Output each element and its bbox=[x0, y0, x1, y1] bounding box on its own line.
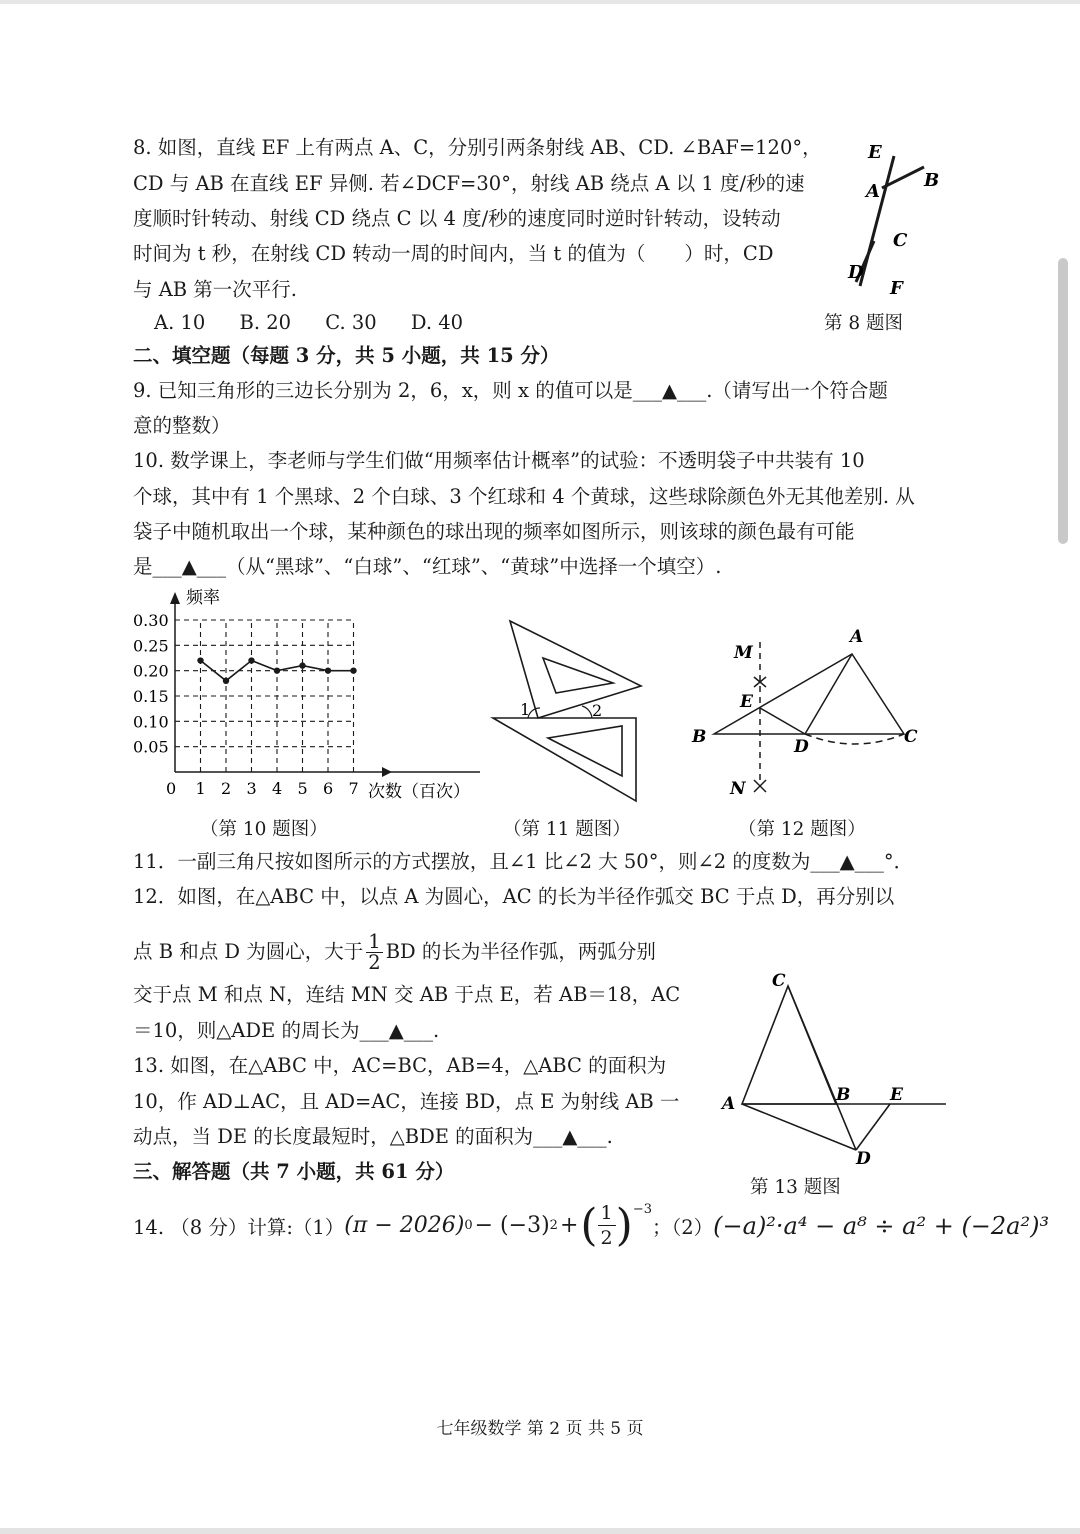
q12-line-3: 交于点 M 和点 N，连结 MN 交 AB 于点 E，若 AB＝18，AC bbox=[133, 983, 681, 1006]
chart-point bbox=[350, 667, 356, 673]
section-2-heading: 二、填空题（每题 3 分，共 5 小题，共 15 分） bbox=[133, 344, 560, 367]
q8-line-1: 8. 如图，直线 EF 上有两点 A、C，分别引两条射线 AB、CD. ∠BAF=120°， bbox=[133, 136, 822, 159]
chart-point bbox=[325, 667, 331, 673]
svg-text:N: N bbox=[730, 779, 746, 799]
section-3-heading: 三、解答题（共 7 小题，共 61 分） bbox=[133, 1160, 455, 1183]
q14-fraction: 1 2 bbox=[598, 1201, 616, 1250]
chart-x-tick-label: 5 bbox=[297, 779, 308, 798]
chart-point bbox=[223, 678, 229, 684]
figure-12 bbox=[690, 622, 930, 802]
q8-option-b[interactable]: B. 20 bbox=[239, 311, 292, 334]
q9-line-1: 9. 已知三角形的三边长分别为 2，6，x，则 x 的值可以是___▲___.（请写出一个符合题 bbox=[133, 379, 888, 402]
chart-x-tick-label: 1 bbox=[195, 779, 206, 798]
q13-line-1: 13. 如图，在△ABC 中，AC=BC，AB=4，△ABC 的面积为 bbox=[133, 1054, 667, 1077]
chart-point bbox=[299, 662, 305, 668]
figure-10-chart bbox=[120, 584, 480, 804]
q14-term1: (π − 2026) bbox=[344, 1213, 465, 1238]
q8-option-a[interactable]: A. 10 bbox=[154, 311, 206, 334]
q14-prefix: 14. （8 分）计算:（1） bbox=[133, 1215, 345, 1239]
chart-x-tick-label: 7 bbox=[348, 779, 359, 798]
fig11-triangle-bottom bbox=[493, 718, 636, 801]
figure-8 bbox=[836, 136, 946, 306]
fig10-caption: （第 10 题图） bbox=[200, 819, 328, 840]
svg-text:C: C bbox=[772, 971, 786, 991]
fig8-label-f: F bbox=[890, 278, 903, 299]
q10-line-2: 个球，其中有 1 个黑球、2 个白球、3 个红球和 4 个黄球，这些球除颜色外无其他差别. 从 bbox=[133, 485, 915, 508]
chart-point bbox=[274, 667, 280, 673]
chart-y-tick-label: 0.10 bbox=[133, 712, 169, 732]
figure-13 bbox=[718, 968, 950, 1168]
q14-sep: ；（2） bbox=[651, 1215, 714, 1239]
scrollbar-thumb[interactable] bbox=[1058, 258, 1068, 544]
fig8-label-d: D bbox=[848, 262, 864, 283]
fig8-label-c: C bbox=[893, 230, 908, 251]
q9-line-2: 意的整数） bbox=[133, 414, 231, 437]
svg-text:B: B bbox=[836, 1085, 851, 1105]
q14-expr2: (−a)²·a⁴ − a⁸ ÷ a² + (−2a²)³ bbox=[713, 1211, 1050, 1240]
svg-text:B: B bbox=[692, 727, 707, 747]
q10-line-3: 袋子中随机取出一个球，某种颜色的球出现的频率如图所示，则该球的颜色最有可能 bbox=[133, 520, 855, 543]
q12-line-1: 12．如图，在△ABC 中，以点 A 为圆心，AC 的长为半径作弧交 BC 于点 D，再分别以 bbox=[133, 885, 895, 908]
chart-origin-label: 0 bbox=[166, 779, 177, 798]
q10-line-4: 是___▲___（从“黑球”、“白球”、“红球”、“黄球”中选择一个填空）. bbox=[133, 555, 722, 578]
q12-line-4: ＝10，则△ADE 的周长为___▲___. bbox=[133, 1019, 440, 1042]
chart-y-tick-label: 0.25 bbox=[133, 636, 169, 656]
q8-line-4: 时间为 t 秒，在射线 CD 转动一周的时间内，当 t 的值为（ ）时，CD bbox=[133, 242, 774, 265]
q13-line-2: 10，作 AD⊥AC，且 AD=AC，连接 BD，点 E 为射线 AB 一 bbox=[133, 1090, 680, 1113]
q12-fraction: $\frac{1}{2}$ bbox=[368, 930, 381, 974]
chart-x-arrow bbox=[382, 767, 392, 777]
q8-line-5: 与 AB 第一次平行. bbox=[133, 278, 298, 301]
q13-line-3: 动点，当 DE 的长度最短时，△BDE 的面积为___▲___. bbox=[133, 1125, 613, 1148]
chart-y-label: 频率 bbox=[186, 588, 220, 608]
chart-point bbox=[248, 657, 254, 663]
q11-text: 11．一副三角尺按如图所示的方式摆放，且∠1 比∠2 大 50°，则∠2 的度数为___▲___°． bbox=[133, 850, 914, 873]
fig12-caption: （第 12 题图） bbox=[738, 819, 866, 840]
q14-line: 14. （8 分）计算:（1） (π − 2026) 0 − (−3) 2 + ( 1 2 ) $^{-3}$ ；（2） (−a)²·a⁴ − a⁸ ÷ a² + (−2a²)³ bbox=[133, 1200, 1050, 1251]
svg-text:A: A bbox=[850, 627, 864, 647]
fig13-triangle-abc bbox=[742, 986, 836, 1104]
figure-11 bbox=[488, 618, 648, 808]
q10-line-1: 10. 数学课上，李老师与学生们做“用频率估计概率”的试验：不透明袋子中共装有 10 bbox=[133, 449, 865, 472]
bottom-edge bbox=[0, 1528, 1080, 1534]
svg-text:E: E bbox=[890, 1085, 903, 1105]
chart-x-tick-label: 4 bbox=[272, 779, 283, 798]
chart-y-tick-label: 0.20 bbox=[133, 661, 169, 681]
fig13-caption: 第 13 题图 bbox=[750, 1177, 841, 1198]
fig8-label-b: B bbox=[924, 170, 940, 191]
q8-line-3: 度顺时针转动、射线 CD 绕点 C 以 4 度/秒的速度同时逆时针转动，设转动 bbox=[133, 207, 781, 230]
svg-text:E: E bbox=[740, 692, 753, 712]
fig8-label-a: A bbox=[866, 181, 880, 202]
q12-line-2: 点 B 和点 D 为圆心，大于 $\frac{1}{2}$ BD 的长为半径作弧，两弧分别 bbox=[133, 930, 656, 974]
q8-line-2: CD 与 AB 在直线 EF 异侧. 若∠DCF=30°，射线 AB 绕点 A 以 1 度/秒的速 bbox=[133, 172, 805, 195]
chart-point bbox=[197, 657, 203, 663]
chart-y-tick-label: 0.05 bbox=[133, 737, 169, 757]
chart-y-tick-label: 0.30 bbox=[133, 611, 169, 630]
svg-text:A: A bbox=[722, 1094, 736, 1114]
q8-options bbox=[154, 311, 491, 335]
chart-x-label: 次数（百次） bbox=[368, 782, 470, 802]
q8-option-d[interactable]: D. 40 bbox=[410, 311, 464, 334]
fig8-label-e: E bbox=[868, 142, 882, 163]
fig11-caption: （第 11 题图） bbox=[503, 819, 631, 840]
page-footer: 七年级数学 第 2 页 共 5 页 bbox=[436, 1419, 644, 1439]
chart-y-arrow bbox=[170, 592, 180, 604]
fig11-angle-2: 2 bbox=[592, 701, 603, 720]
chart-y-tick-label: 0.15 bbox=[133, 687, 169, 706]
svg-text:D: D bbox=[794, 737, 809, 757]
q8-option-c[interactable]: C. 30 bbox=[325, 311, 377, 334]
fig11-angle-1: 1 bbox=[520, 700, 531, 719]
svg-text:D: D bbox=[856, 1149, 871, 1168]
q14-term2: − (−3) bbox=[474, 1213, 550, 1238]
svg-text:C: C bbox=[904, 727, 918, 747]
top-edge bbox=[0, 0, 1080, 4]
chart-grid bbox=[175, 620, 354, 772]
chart-x-tick-label: 2 bbox=[221, 779, 232, 798]
chart-x-tick-label: 3 bbox=[246, 779, 257, 798]
fig8-caption: 第 8 题图 bbox=[824, 313, 904, 334]
chart-x-tick-label: 6 bbox=[323, 779, 334, 798]
svg-text:M: M bbox=[734, 643, 753, 663]
